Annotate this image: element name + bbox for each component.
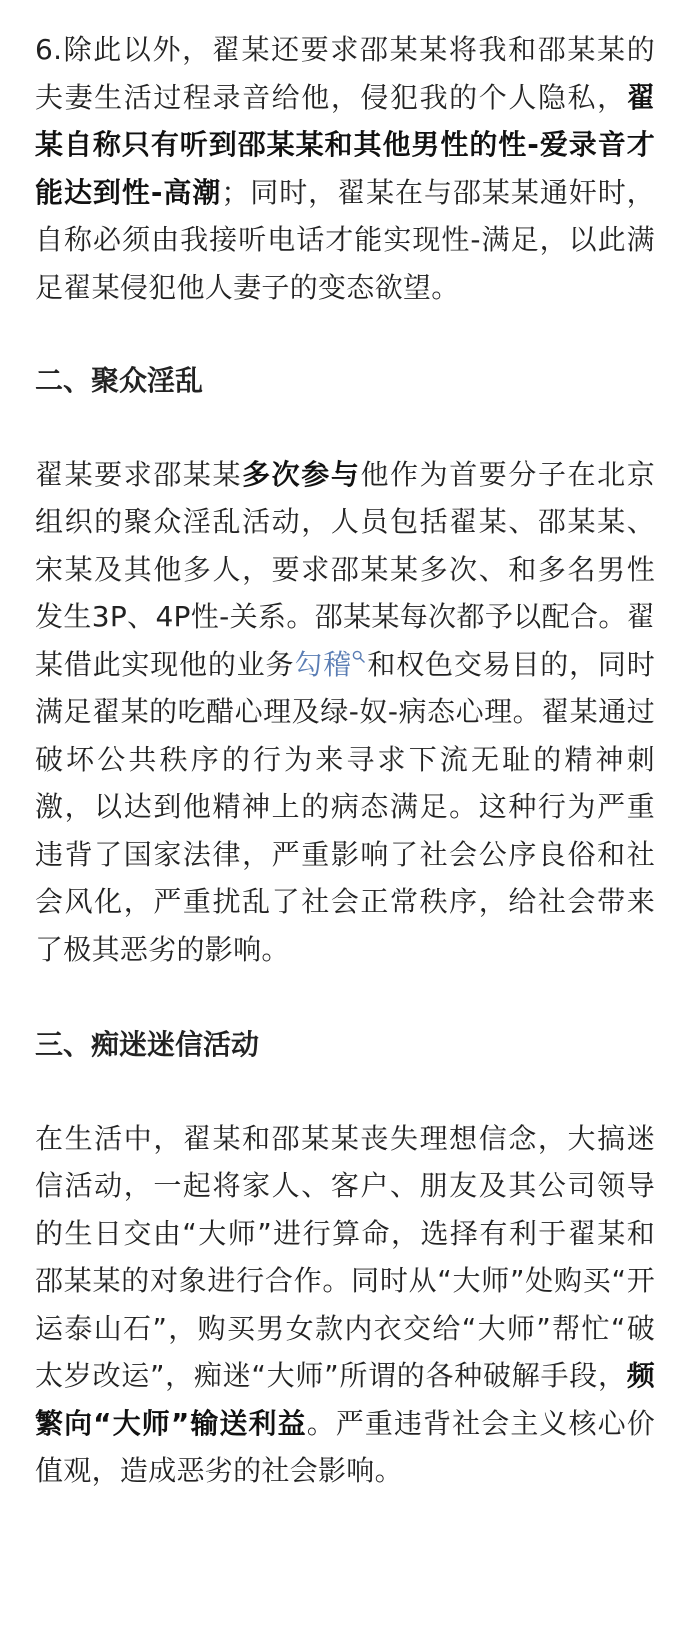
section2-bold-a: 多次参与 bbox=[242, 457, 361, 491]
spacer bbox=[35, 1069, 655, 1115]
paragraph-section-2 bbox=[35, 451, 655, 974]
section-3-heading: 三、痴迷迷信活动 bbox=[35, 1028, 260, 1061]
item6-text-a: 6.除此以外，翟某还要求邵某某将我和邵某某的夫妻生活过程录音给他，侵犯我的个人隐私， bbox=[35, 33, 655, 114]
item6-text-b: ；同时，翟某在与邵某某通奸时，自称必须由我接听电话才能实现性-满足，以此满足翟某侵犯他人妻子的变态欲望。 bbox=[35, 175, 655, 304]
search-icon[interactable] bbox=[352, 650, 365, 666]
spacer bbox=[35, 973, 655, 1021]
paragraph-section-3 bbox=[35, 1115, 655, 1495]
item6-bold-a: 翟某自称只有听到邵某某和其他男性的性-爱录音才能达到性-高潮 bbox=[35, 80, 655, 209]
section2-text-c: 和权色交易目的，同时满足翟某的吃醋心理及绿-奴-病态心理。翟某通过破坏公共秩序的行为来寻求下流无耻的精神刺激，以达到他精神上的病态满足。这种行为严重违背了国家法律，严重影响了社会公序良俗和社会风化，严重扰乱了社会正常秩序，给社会带来了极其恶劣的影响。 bbox=[35, 647, 655, 966]
section2-text-a: 翟某要求邵某某 bbox=[35, 457, 243, 491]
section3-bold-a: 频繁向“大师”输送利益 bbox=[35, 1359, 655, 1440]
spacer bbox=[35, 405, 655, 451]
section-2-heading: 二、聚众淫乱 bbox=[35, 364, 204, 397]
spacer bbox=[35, 311, 655, 357]
search-keyword-link[interactable]: 勾稽 bbox=[294, 647, 352, 681]
section3-text-b: 。严重违背社会主义核心价值观，造成恶劣的社会影响。 bbox=[35, 1406, 655, 1487]
section3-text-a: 在生活中，翟某和邵某某丧失理想信念，大搞迷信活动，一起将家人、客户、朋友及其公司领导的生日交由“大师”进行算命，选择有利于翟某和邵某某的对象进行合作。同时从“大师”处购买“开运泰山石”，购买男女款内衣交给“大师”帮忙“破太岁改运”，痴迷“大师”所谓的各种破解手段， bbox=[35, 1121, 655, 1392]
section2-text-b: 他作为首要分子在北京组织的聚众淫乱活动，人员包括翟某、邵某某、宋某及其他多人，要求邵某某多次、和多名男性发生3P、4P性-关系。邵某某每次都予以配合。翟某借此实现他的业务 bbox=[35, 457, 655, 681]
paragraph-item-6 bbox=[35, 26, 655, 311]
